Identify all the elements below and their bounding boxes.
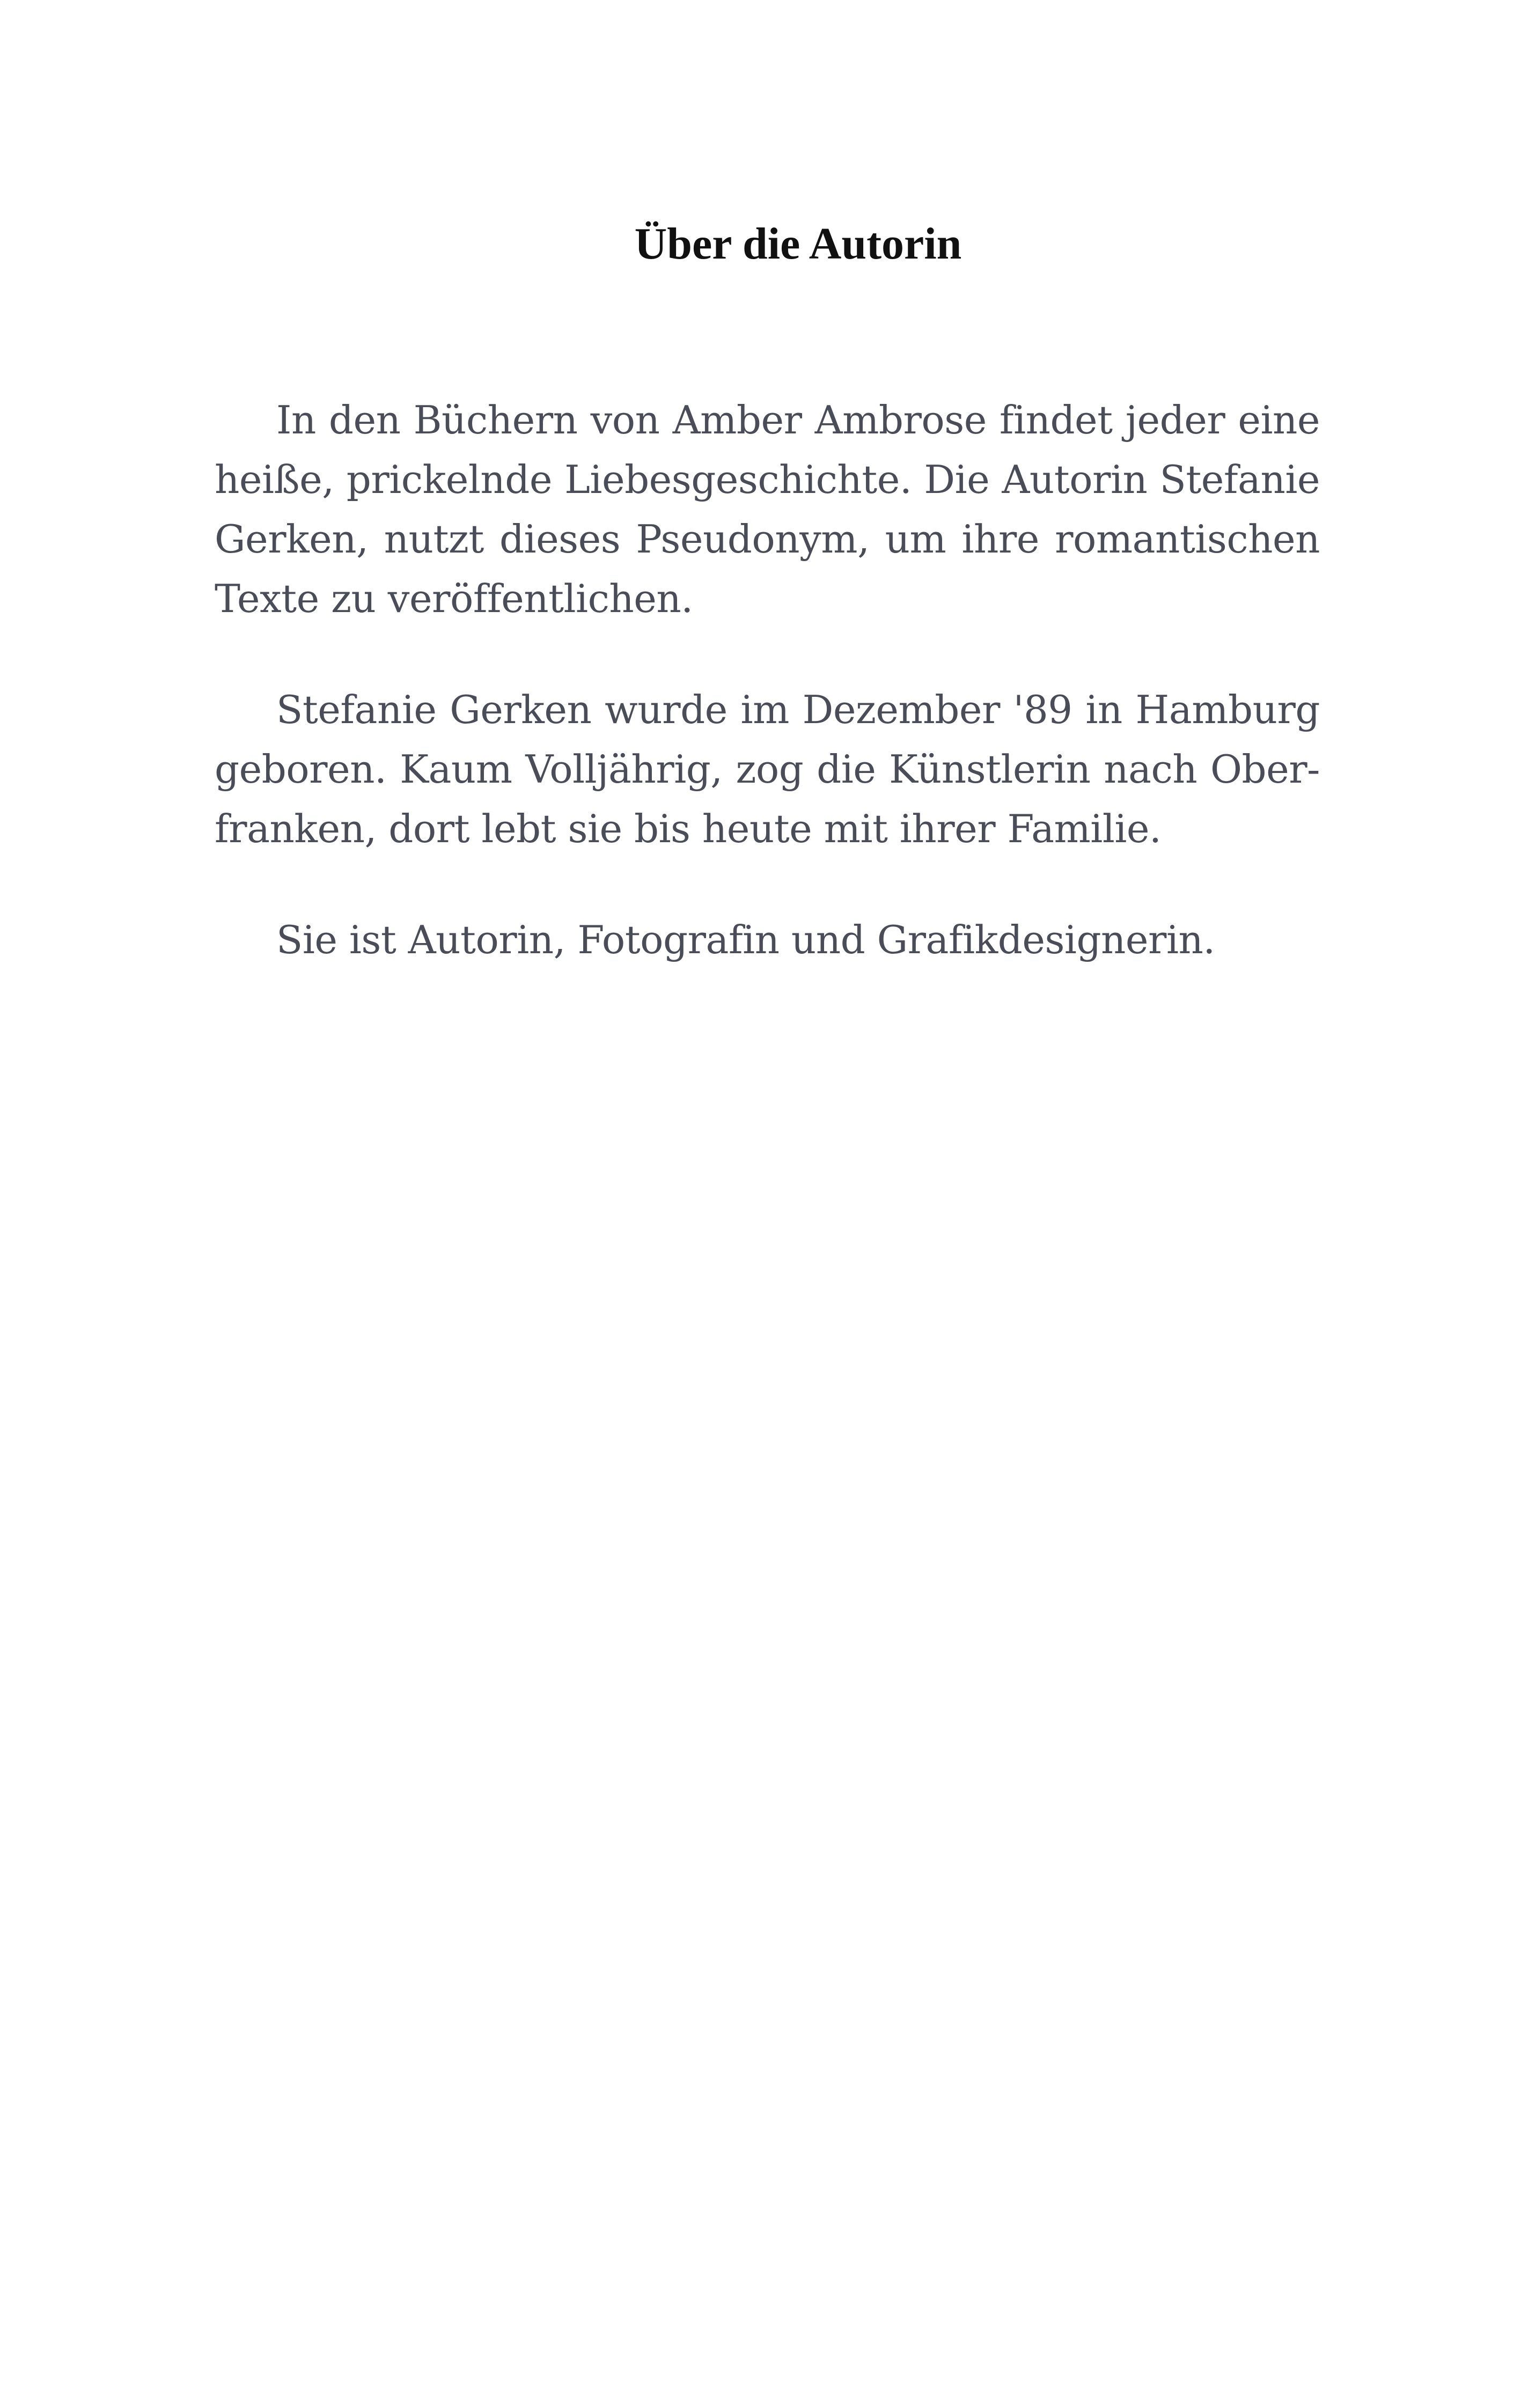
- page-title: Über die Autorin: [634, 219, 962, 269]
- paragraph-biography: [215, 680, 1320, 859]
- text-line: geboren. Kaum Volljährig, zog die Künstlerin nach Ober-: [215, 747, 1320, 792]
- text-line: In den Büchern von Amber Ambrose findet jeder eine: [276, 397, 1320, 443]
- text-line: Sie ist Autorin, Fotografin und Grafikdesignerin.: [276, 917, 1215, 962]
- text-line: Texte zu veröffentlichen.: [215, 576, 693, 621]
- text-line: franken, dort lebt sie bis heute mit ihrer Familie.: [215, 806, 1162, 851]
- text-line: Stefanie Gerken wurde im Dezember '89 in Hamburg: [276, 687, 1320, 732]
- author-bio: [215, 391, 1320, 970]
- paragraph-profession: [215, 910, 1320, 970]
- text-line: heiße, prickelnde Liebesgeschichte. Die Autorin Stefanie: [215, 457, 1320, 502]
- text-line: Gerken, nutzt dieses Pseudonym, um ihre romantischen: [215, 517, 1320, 562]
- paragraph-pseudonym: [215, 391, 1320, 629]
